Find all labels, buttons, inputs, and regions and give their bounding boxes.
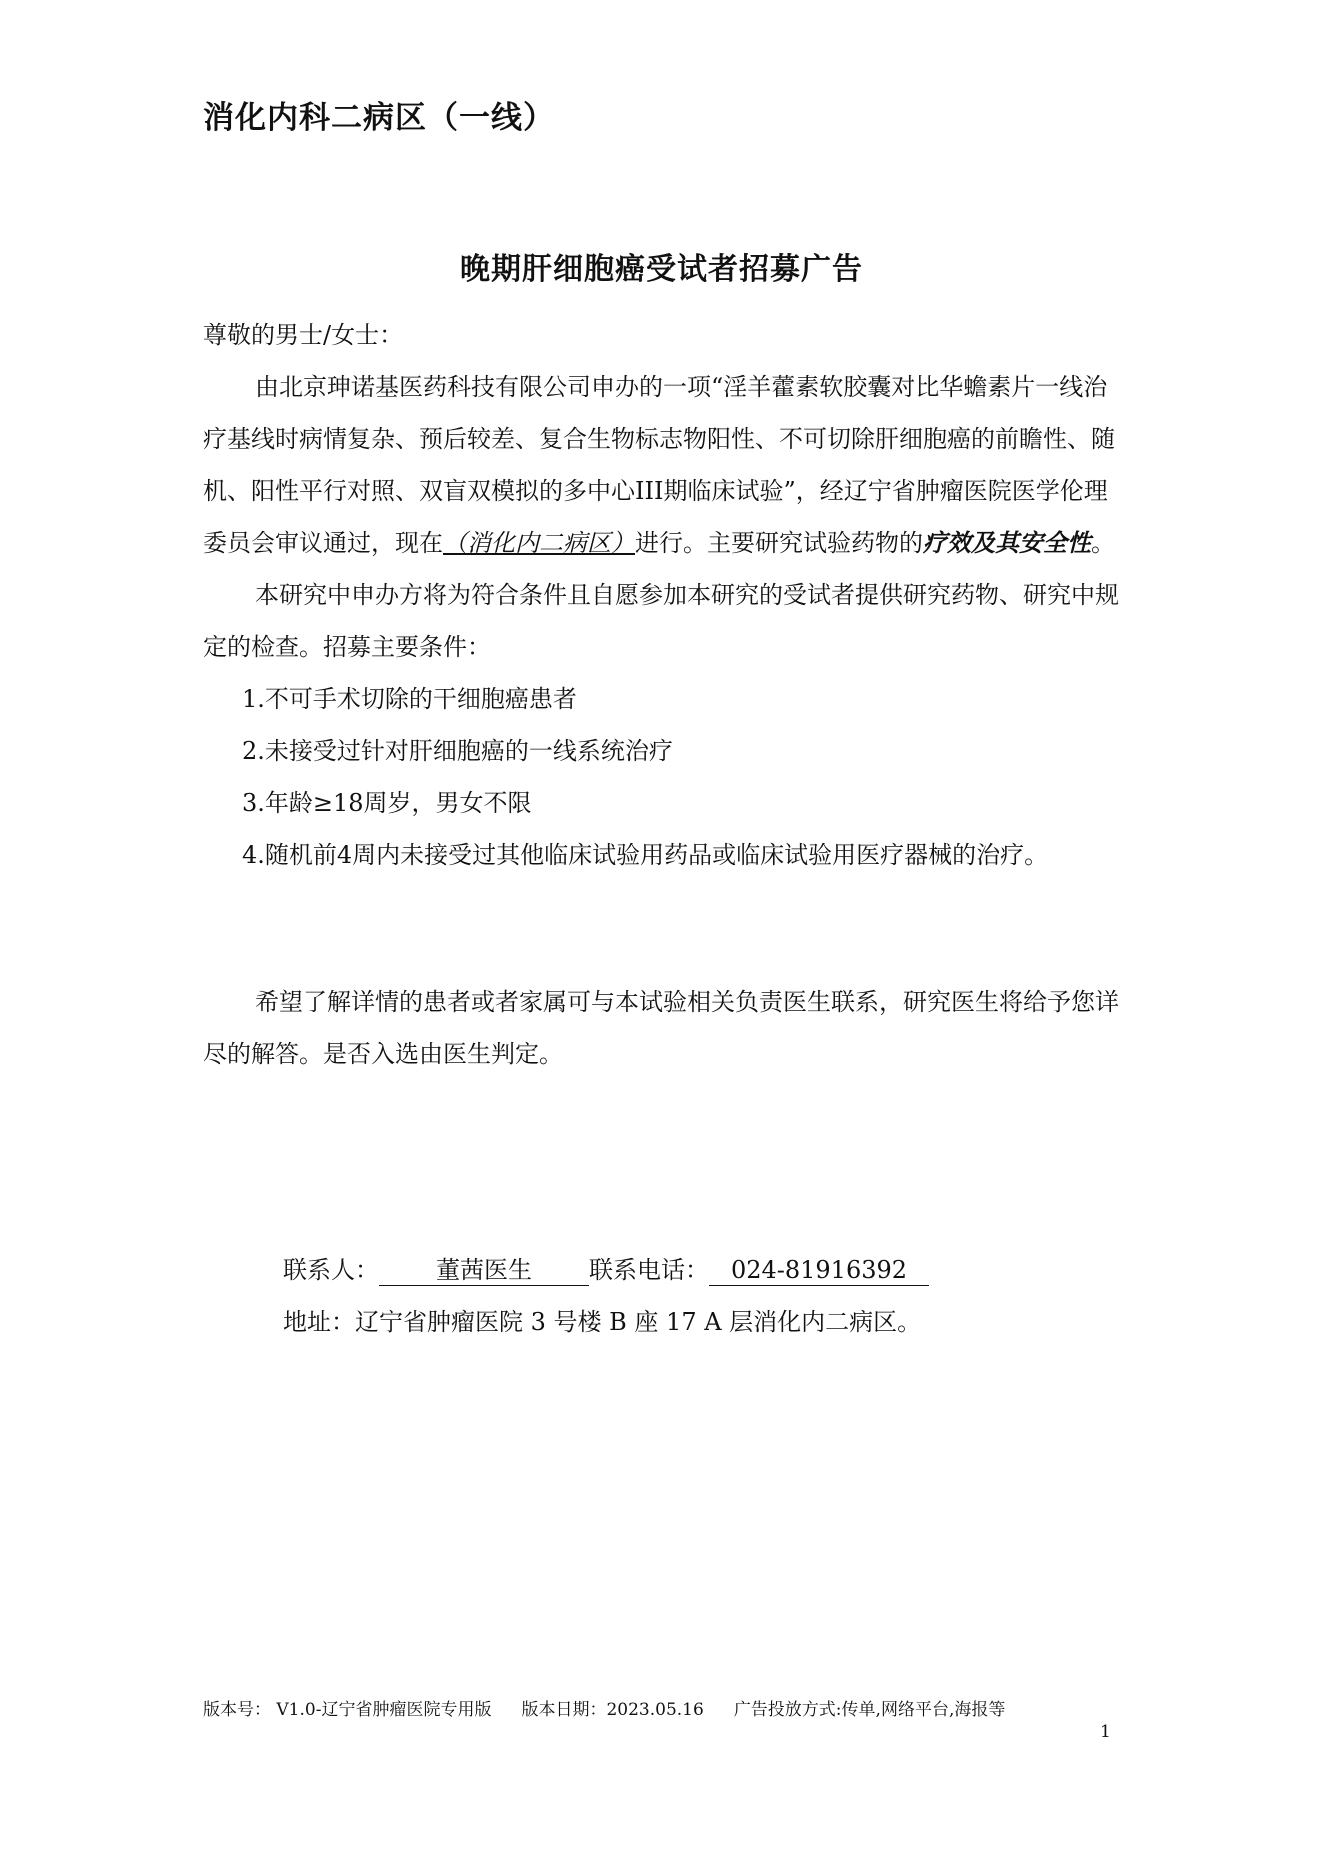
- intro-text-b: 进行。主要研究试验药物的: [635, 529, 923, 557]
- footer-date: 版本日期：2023.05.16: [521, 1700, 704, 1720]
- greeting: 尊敬的男士/女士：: [203, 321, 404, 349]
- footer-channels: 广告投放方式:传单,网络平台,海报等: [733, 1700, 1006, 1720]
- contact-phone: 024-81916392: [709, 1255, 929, 1286]
- sponsor-paragraph: 本研究中申办方将为符合条件且自愿参加本研究的受试者提供研究药物、研究中规定的检查。招募主要条件：: [203, 581, 1119, 661]
- contact-phone-label: 联系电话：: [589, 1256, 709, 1284]
- contact-person-label: 联系人：: [283, 1256, 379, 1284]
- criteria-item: 2.未接受过针对肝细胞癌的一线系统治疗: [242, 737, 673, 765]
- intro-text-a: 由北京珅诺基医药科技有限公司申办的一项“淫羊藿素软胶囊对比华蟾素片一线治疗基线时病情复杂、预后较差、复合生物标志物阳性、不可切除肝细胞癌的前瞻性、随机、阳性平行对照、双盲双模拟的多中心III期临床试验”，经辽宁省肿瘤医院医学伦理委员会审议通过，现在: [203, 373, 1115, 557]
- study-objective: 疗效及其安全性: [923, 528, 1091, 557]
- closing-paragraph: 希望了解详情的患者或者家属可与本试验相关负责医生联系，研究医生将给予您详尽的解答。是否入选由医生判定。: [203, 988, 1119, 1068]
- criteria-item: 4.随机前4周内未接受过其他临床试验用药品或临床试验用医疗器械的治疗。: [242, 841, 1049, 869]
- criteria-item: 3.年龄≥18周岁，男女不限: [242, 789, 532, 817]
- document-footer: [203, 1695, 1035, 1720]
- footer-version: 版本号： V1.0-辽宁省肿瘤医院专用版: [203, 1700, 492, 1720]
- contact-person: 董茜医生: [379, 1255, 589, 1286]
- address-line: 地址：辽宁省肿瘤医院 3 号楼 B 座 17 A 层消化内二病区。: [283, 1308, 922, 1336]
- intro-paragraph: [203, 361, 1128, 569]
- page-number: 1: [1100, 1722, 1111, 1742]
- criteria-item: 1.不可手术切除的干细胞癌患者: [242, 685, 577, 713]
- letter-body: [203, 309, 1128, 881]
- document-title: 晚期肝细胞癌受试者招募广告: [460, 252, 863, 287]
- contact-line: [283, 1244, 929, 1296]
- closing-block: [203, 976, 1128, 1080]
- intro-text-c: 。: [1091, 529, 1115, 557]
- department-header: 消化内科二病区（一线）: [203, 100, 555, 136]
- study-location: （消化内二病区）: [443, 529, 635, 557]
